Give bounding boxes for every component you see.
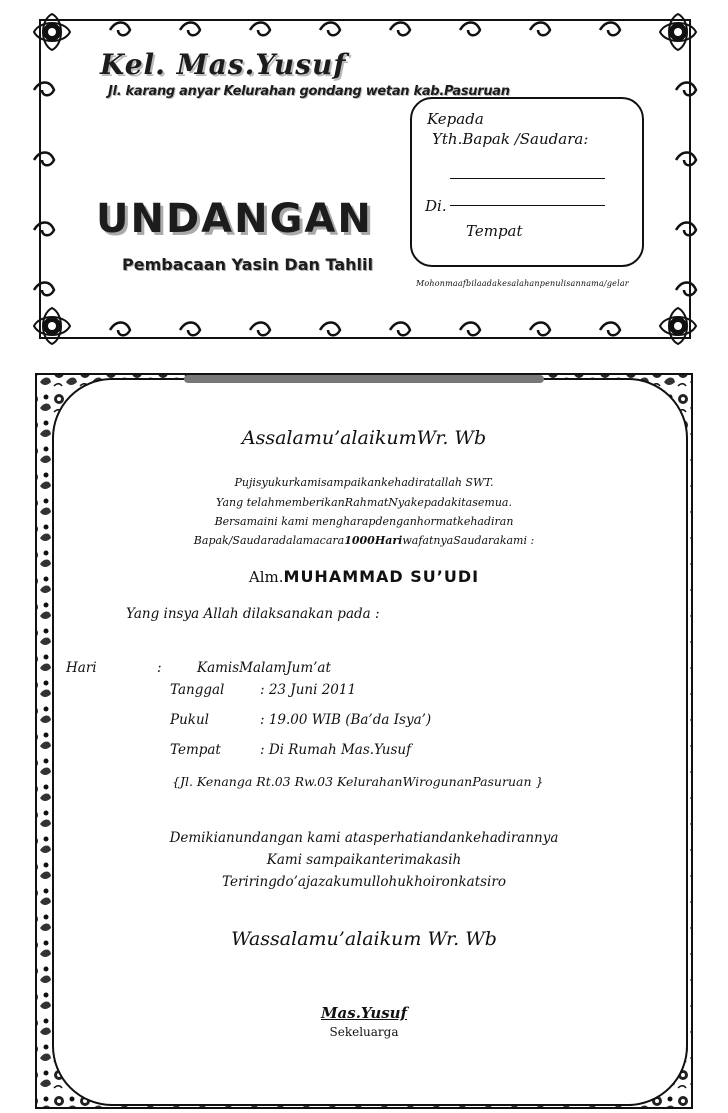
body-line-1: Pujisyukurkamisampaikankehadiratallah SWT. <box>234 476 494 489</box>
header-bar <box>184 375 544 383</box>
deceased-name: MUHAMMAD SU’UDI <box>283 567 480 586</box>
deceased-prefix: Alm. <box>248 568 284 586</box>
event-address: {Jl. Kenanga Rt.03 Rw.03 KelurahanWirogunanPasuruan } <box>172 774 544 789</box>
intro-line: Yang insya Allah dilaksanakan pada : <box>126 606 380 622</box>
to-label: Kepada <box>427 110 484 128</box>
place-line <box>450 205 605 206</box>
envelope-card <box>0 0 728 356</box>
deceased-line <box>0 567 728 586</box>
apology-note: Mohonmaafbilaadakesalahanpenulisannama/gelar <box>416 279 629 288</box>
closing-line-2: Kami sampaikanterimakasih <box>266 852 462 868</box>
day-label: Hari <box>66 660 97 676</box>
host-name: Mas.Yusuf <box>320 1004 408 1022</box>
day-value: KamisMalamJum’at <box>197 660 331 676</box>
body-line-3: Bersamaini kami mengharapdenganhormatkehadiran <box>214 515 514 528</box>
date-label: Tanggal <box>170 682 225 698</box>
place-value: : Di Rumah Mas.Yusuf <box>260 742 412 758</box>
body-line-4-lead: Bapak/Saudaradalamacara <box>193 534 345 547</box>
envelope-title: UNDANGAN <box>96 196 373 242</box>
date-value: : 23 Juni 2011 <box>260 682 357 698</box>
event-name: 1000Hari <box>344 534 403 547</box>
body-line-2: Yang telahmemberikanRahmatNyakepadakitasemua. <box>216 496 512 509</box>
greeting: Assalamu’alaikumWr. Wb <box>241 427 487 449</box>
time-label: Pukul <box>170 712 209 728</box>
envelope-subtitle: Pembacaan Yasin Dan Tahlil <box>122 255 373 274</box>
place-label: Tempat <box>170 742 221 758</box>
host-sub: Sekeluarga <box>329 1025 399 1039</box>
di-label: Di. <box>425 197 447 215</box>
body-line-4 <box>0 534 728 547</box>
family-name: Kel. Mas.Yusuf <box>100 48 347 81</box>
body-line-4-tail: wafatnyaSaudarakami : <box>402 534 535 547</box>
closing-line-3: Teriringdo’ajazakumullohukhoironkatsiro <box>222 874 506 890</box>
time-value: : 19.00 WIB (Ba’da Isya’) <box>260 712 432 728</box>
closing-line-1: Demikianundangan kami atasperhatiandankehadirannya <box>169 830 559 846</box>
name-line <box>450 178 605 179</box>
place-label: Tempat <box>466 222 523 240</box>
farewell: Wassalamu’alaikum Wr. Wb <box>231 928 497 950</box>
family-address: Jl. karang anyar Kelurahan gondang wetan kab.Pasuruan <box>108 84 510 99</box>
to-recipient: Yth.Bapak /Saudara: <box>432 130 589 148</box>
day-sep: : <box>157 660 162 676</box>
